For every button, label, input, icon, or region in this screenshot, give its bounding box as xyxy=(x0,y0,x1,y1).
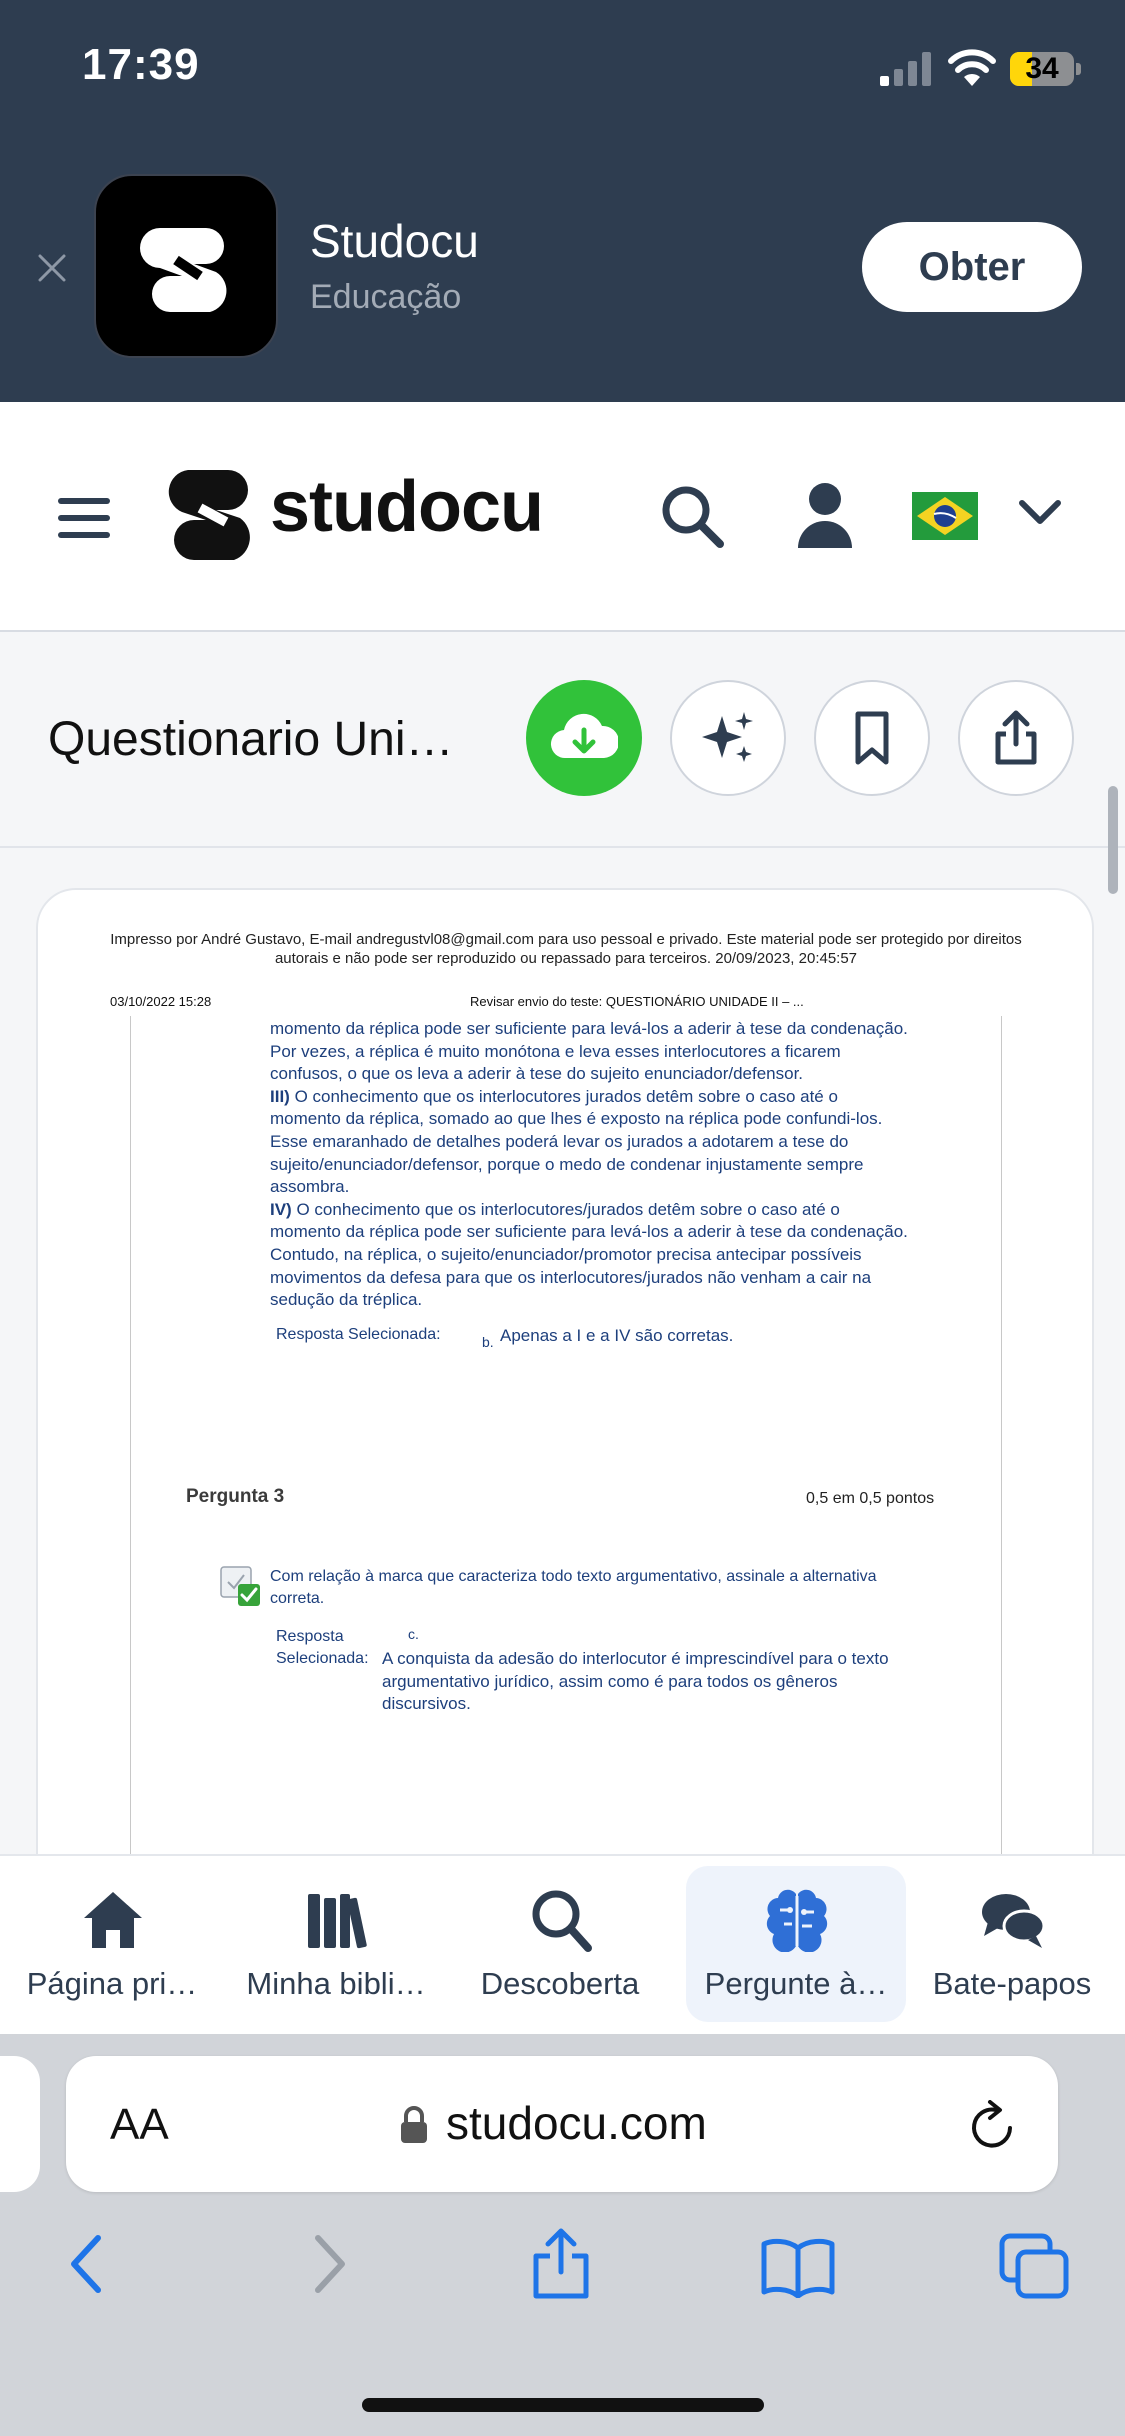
home-icon xyxy=(80,1888,146,1952)
nav-item-ask[interactable] xyxy=(686,1866,906,2022)
share-icon xyxy=(988,710,1044,766)
question-score: 0,5 em 0,5 pontos xyxy=(806,1490,935,1507)
selected-answer-letter: c. xyxy=(408,1626,419,1642)
question-title: Pergunta 3 xyxy=(186,1486,285,1507)
ai-assistant-button[interactable] xyxy=(670,680,786,796)
nav-item-library[interactable] xyxy=(226,1866,446,2022)
document-preview[interactable] xyxy=(36,888,1094,1992)
brain-icon xyxy=(764,1888,830,1952)
statement-number: IV) xyxy=(270,1199,292,1219)
print-notice: Impresso por André Gustavo, E-mail andregustvl08@gmail.com para uso pessoal e privado. Este material pode ser protegido por direitos autorais e não pode ser reproduzido ou repassado para terceiros. 20/09/2023, 20:45:57 xyxy=(110,931,1022,967)
statement-text: O conhecimento que os interlocutores/jurados detêm sobre o caso até o momento da réplica pode ser suficiente para levá-los a aderir à tese da condenação. Contudo, na réplica, o sujeito/enunciador/promotor precisa antecipar possíveis movimentos da defesa para que os interlocutores/jurados não venham a cair na sedução da tréplica. xyxy=(270,1199,908,1310)
reload-icon[interactable] xyxy=(966,2100,1018,2152)
previous-tab-edge[interactable] xyxy=(0,2056,40,2192)
status-time: 17:39 xyxy=(82,40,200,89)
url-text[interactable]: studocu.com xyxy=(446,2097,707,2149)
studocu-logo-icon[interactable] xyxy=(166,468,258,562)
nav-label: Bate-papos xyxy=(932,1966,1092,2001)
reader-options-button[interactable]: AA xyxy=(110,2100,169,2149)
home-indicator xyxy=(362,2398,764,2412)
selected-answer-text: A conquista da adesão do interlocutor é imprescindível para o texto argumentativo jurídico, assim como é para todos os gêneros discursivos. xyxy=(382,1649,889,1714)
studocu-logo-icon xyxy=(140,220,236,316)
nav-item-home[interactable] xyxy=(2,1866,222,2022)
statement-number: III) xyxy=(270,1086,290,1106)
battery-icon xyxy=(1010,52,1082,86)
correct-answer-icon xyxy=(220,1566,264,1610)
wifi-icon xyxy=(948,48,996,88)
studocu-logo-text[interactable]: studocu xyxy=(270,467,543,547)
nav-label: Descoberta xyxy=(480,1966,640,2001)
app-category: Educação xyxy=(310,278,462,316)
studocu-app-icon xyxy=(94,174,278,358)
cloud-download-icon xyxy=(550,706,618,770)
nav-item-discover[interactable] xyxy=(450,1866,670,2022)
nav-label: Página pri… xyxy=(26,1966,198,2001)
nav-label: Pergunte à… xyxy=(704,1966,888,2001)
close-icon[interactable] xyxy=(34,250,70,286)
document-title: Questionario Uni… xyxy=(48,713,454,766)
get-app-button[interactable]: Obter xyxy=(862,222,1082,312)
forward-icon[interactable] xyxy=(310,2232,350,2296)
bookmark-icon xyxy=(844,710,900,766)
selected-answer-letter: b. xyxy=(482,1334,494,1350)
sparkles-icon xyxy=(700,710,756,766)
statement-text: O conhecimento que os interlocutores jurados detêm sobre o caso até o momento da réplica, somado ao que lhes é exposto na réplica pode confundi-los. Esse emaranhado de detalhes poderá levar os jurados a adotarem a tese do sujeito/enunciador/defensor, porque o medo de condenar injustamente sempre assombra. xyxy=(270,1086,883,1197)
back-icon[interactable] xyxy=(66,2232,106,2296)
print-date: 03/10/2022 15:28 xyxy=(110,994,212,1009)
brazil-flag-icon[interactable] xyxy=(912,492,978,540)
app-name: Studocu xyxy=(310,215,479,267)
battery-percent: 34 xyxy=(1025,52,1059,85)
download-button[interactable] xyxy=(526,680,642,796)
statement-paragraph xyxy=(270,1086,910,1199)
chevron-down-icon[interactable] xyxy=(1018,498,1062,528)
hamburger-menu-icon[interactable] xyxy=(58,496,110,540)
print-page-header: Revisar envio do teste: QUESTIONÁRIO UNIDADE II – ... xyxy=(470,994,804,1009)
bookmark-button[interactable] xyxy=(814,680,930,796)
tabs-icon[interactable] xyxy=(998,2232,1070,2300)
question-text: Com relação à marca que caracteriza todo texto argumentativo, assinale a alternativa correta. xyxy=(270,1568,877,1607)
share-button[interactable] xyxy=(958,680,1074,796)
lock-icon xyxy=(400,2106,428,2144)
chat-bubbles-icon xyxy=(980,1888,1046,1952)
user-icon[interactable] xyxy=(796,482,854,548)
question-body xyxy=(270,1018,910,1312)
selected-answer-label: Resposta Selecionada: xyxy=(276,1326,441,1343)
nav-label: Minha bibli… xyxy=(246,1966,426,2001)
search-icon xyxy=(528,1888,594,1952)
share-icon[interactable] xyxy=(530,2228,592,2300)
page-scrollbar[interactable] xyxy=(1108,786,1118,894)
statement-paragraph: momento da réplica pode ser suficiente para levá-los a aderir à tese da condenação. Por vezes, a réplica é muito monótona e leva esses interlocutores a ficarem confusos, o que os leva a aderir à tese do sujeito enunciador/defensor. xyxy=(270,1019,908,1084)
statement-paragraph xyxy=(270,1199,910,1312)
books-icon xyxy=(304,1888,370,1952)
selected-answer-label: Resposta Selecionada: xyxy=(276,1628,369,1667)
search-icon[interactable] xyxy=(660,484,724,548)
cellular-signal-icon xyxy=(880,52,932,86)
selected-answer-text: Apenas a I e a IV são corretas. xyxy=(500,1326,734,1345)
bookmarks-icon[interactable] xyxy=(760,2238,836,2298)
nav-item-chats[interactable] xyxy=(902,1866,1122,2022)
